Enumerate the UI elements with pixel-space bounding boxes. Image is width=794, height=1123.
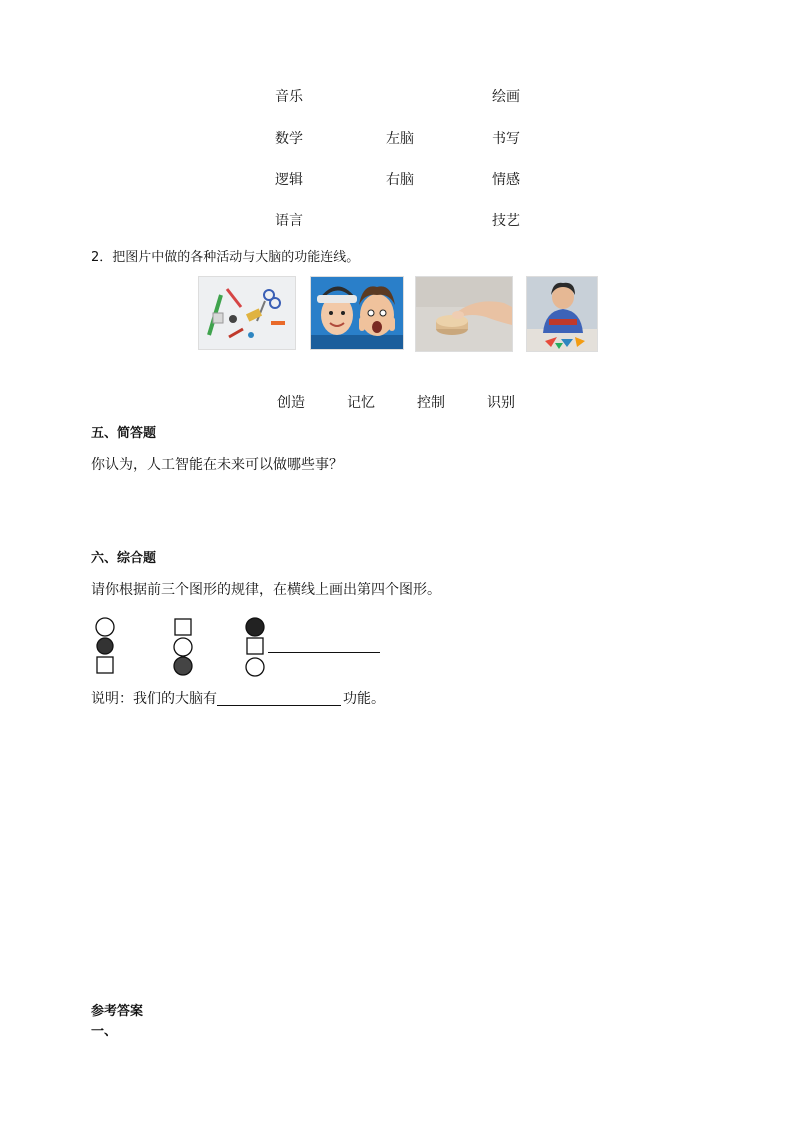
answers-heading: 参考答案 [91, 1004, 144, 1019]
pattern-figure-2 [170, 616, 196, 678]
grid-middle-2: 右脑 [386, 172, 414, 188]
grid-right-3: 情感 [492, 172, 520, 188]
photo-finger-button [415, 276, 513, 352]
function-label-1: 创造 [277, 395, 305, 411]
grid-right-4: 技艺 [492, 213, 520, 229]
grid-right-1: 绘画 [492, 89, 520, 105]
section-5-heading: 五、简答题 [91, 426, 157, 441]
crafts-illustration [199, 277, 295, 349]
grid-left-4: 语言 [275, 213, 303, 229]
function-label-2: 记忆 [347, 395, 375, 411]
function-label-4: 识别 [487, 395, 515, 411]
section-5-question: 你认为，人工智能在未来可以做哪些事？ [91, 457, 343, 473]
faces-illustration [311, 277, 403, 349]
pattern-figure-3 [242, 616, 268, 678]
answers-first: 一、 [91, 1024, 118, 1039]
grid-left-2: 数学 [275, 131, 303, 147]
explain-suffix: 功能。 [343, 691, 385, 707]
finger-illustration [416, 277, 512, 351]
grid-left-1: 音乐 [275, 89, 303, 105]
section-6-instruction: 请你根据前三个图形的规律，在横线上画出第四个图形。 [91, 582, 441, 598]
grid-right-2: 书写 [492, 131, 520, 147]
function-label-3: 控制 [417, 395, 445, 411]
pattern-answer-line[interactable] [268, 652, 380, 653]
child-illustration [527, 277, 597, 351]
section-6-heading: 六、综合题 [91, 551, 157, 566]
grid-middle-1: 左脑 [386, 131, 414, 147]
photo-faces [310, 276, 404, 350]
explain-blank[interactable] [217, 705, 341, 706]
explain-prefix: 说明：我们的大脑有 [91, 691, 217, 707]
pattern-figure-1 [92, 616, 118, 678]
photo-child-tangram [526, 276, 598, 352]
question-2: 2．把图片中做的各种活动与大脑的功能连线。 [91, 250, 360, 265]
photo-crafts [198, 276, 296, 350]
grid-left-3: 逻辑 [275, 172, 303, 188]
